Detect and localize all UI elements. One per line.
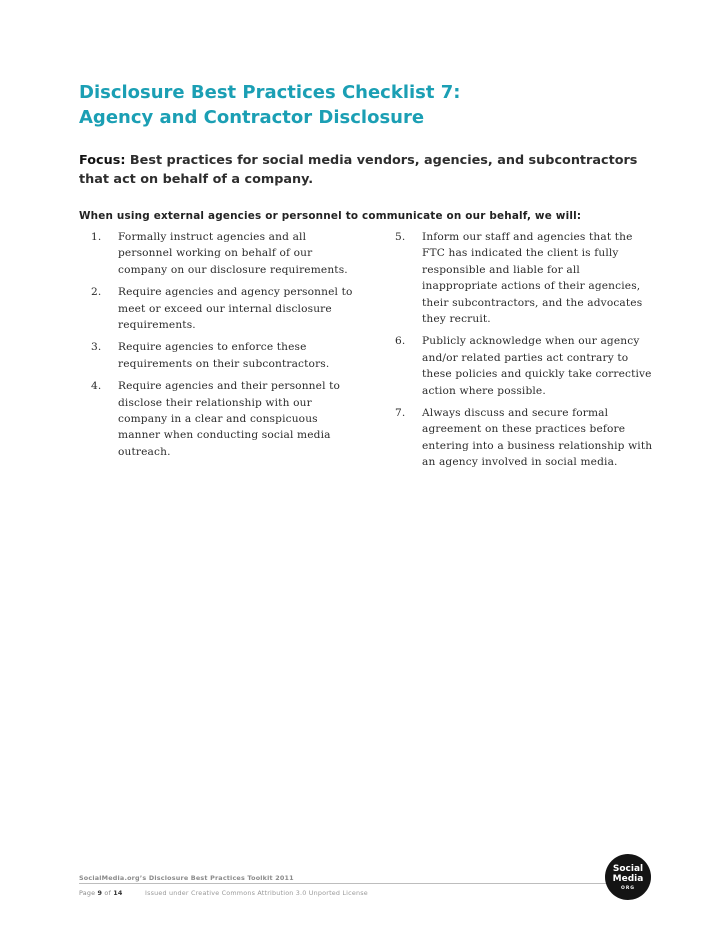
checklist-item [91, 284, 361, 333]
item-number: 3. [91, 341, 102, 354]
checklist-item [395, 405, 657, 471]
logo-line-3: ORG [621, 886, 635, 891]
item-text: Require agencies and their personnel to disclose their relationship with our company in a clear and conspicuous manner when conducting social media outreach. [118, 380, 341, 458]
item-text: Formally instruct agencies and all personnel working on behalf of our company on our disclosure requirements. [118, 231, 348, 276]
page-current: 9 [97, 889, 103, 897]
checklist-item [395, 333, 657, 399]
checklist-right-column [395, 229, 657, 471]
checklist-item [91, 378, 361, 460]
item-text: Publicly acknowledge when our agency and/or related parties act contrary to these policies and quickly take corrective action where possible. [422, 335, 652, 397]
checklist-item [91, 229, 361, 278]
item-text: Always discuss and secure formal agreement on these practices before entering into a business relationship with an agency involved in social media. [422, 407, 653, 469]
item-number: 4. [91, 380, 102, 393]
title-line-1: Disclosure Best Practices Checklist 7: [79, 82, 461, 103]
socialmedia-logo [605, 854, 651, 900]
item-number: 2. [91, 286, 102, 299]
item-text: Require agencies and agency personnel to meet or exceed our internal disclosure requirements. [118, 286, 353, 332]
footer-toolkit-title: SocialMedia.org’s Disclosure Best Practices Toolkit 2011 [79, 874, 294, 882]
page-indicator [79, 889, 123, 897]
item-text: Inform our staff and agencies that the FTC has indicated the client is fully responsible and liable for all inappropriate actions of their agencies, their subcontractors, and the advocates they recruit. [422, 231, 643, 326]
item-text: Require agencies to enforce these requirements on their subcontractors. [118, 341, 330, 370]
page-total: 14 [113, 889, 123, 897]
checklist-left-column [91, 229, 361, 460]
item-number: 7. [395, 407, 406, 420]
footer-divider [79, 883, 634, 884]
checklist-item [91, 339, 361, 372]
footer-license: Issued under Creative Commons Attribution 3.0 Unported License [145, 889, 368, 897]
focus-label: Focus: [79, 153, 126, 168]
page-of: of [102, 889, 114, 897]
page-prefix: Page [79, 889, 98, 897]
page-title [79, 80, 679, 130]
checklist-item [395, 229, 657, 327]
title-line-2: Agency and Contractor Disclosure [79, 107, 425, 128]
logo-line-2: Media [612, 874, 644, 884]
item-number: 1. [91, 231, 102, 243]
item-number: 6. [395, 335, 406, 348]
focus-statement [79, 151, 664, 189]
intro-text: When using external agencies or personnel to communicate on our behalf, we will: [79, 210, 582, 222]
focus-text: Best practices for social media vendors, agencies, and subcontractors that act on behalf of a company. [79, 153, 638, 187]
logo-line-1: Social [612, 864, 644, 874]
item-number: 5. [395, 231, 406, 243]
